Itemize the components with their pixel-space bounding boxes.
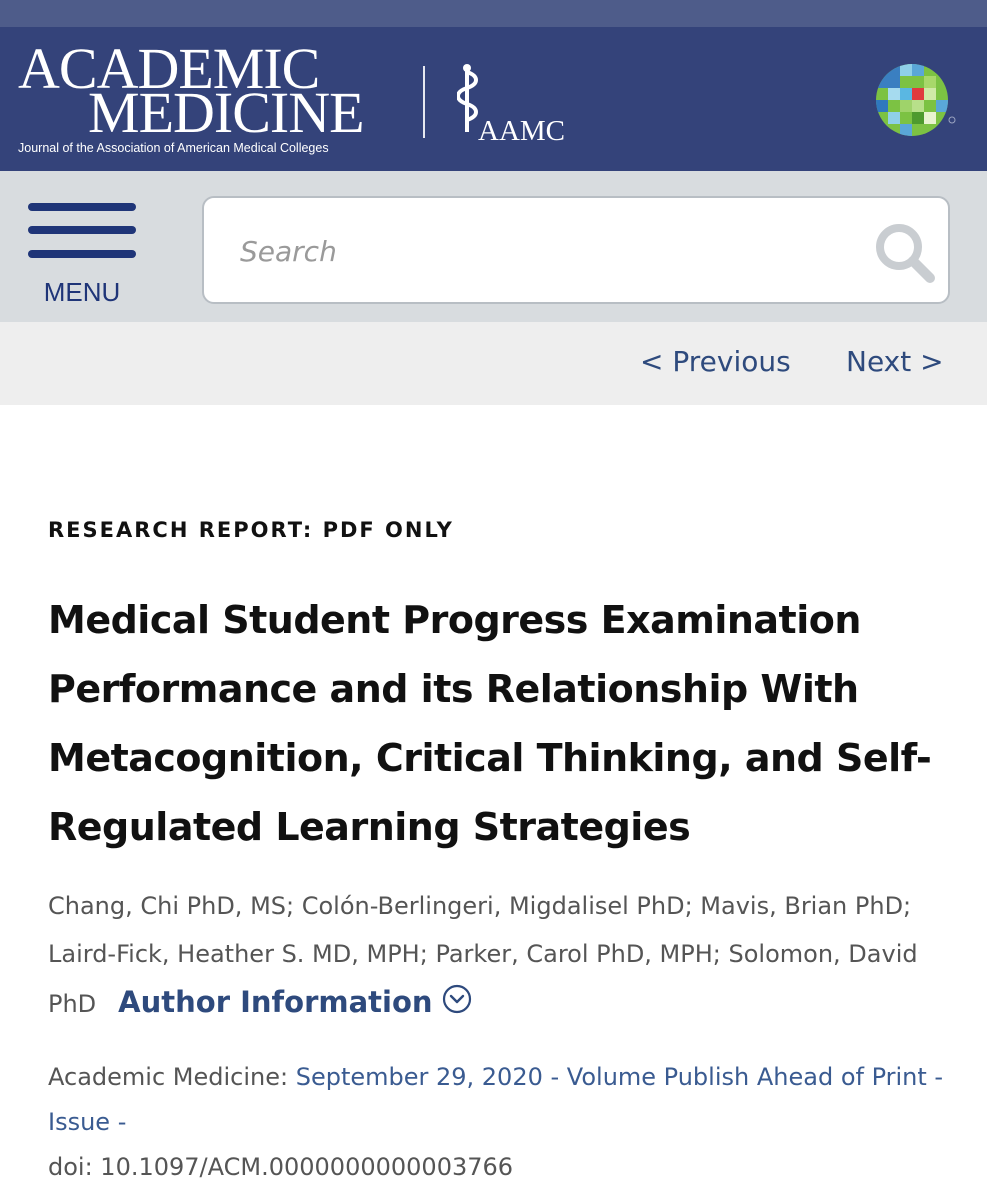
- logo-divider: [423, 66, 425, 138]
- wolters-kluwer-icon[interactable]: [876, 64, 956, 140]
- next-article-link[interactable]: Next >: [846, 345, 944, 378]
- citation-block: [48, 1055, 948, 1190]
- article-nav-bar: [0, 322, 987, 405]
- chevron-down-circle-icon: [441, 983, 473, 1015]
- author-list: [48, 882, 948, 1028]
- article-title: Medical Student Progress Examination Performance and its Relationship With Metacognition, Critical Thinking, and Self-Regulated Learning Strategies: [48, 598, 932, 849]
- journal-logo-line1[interactable]: ACADEMIC: [18, 36, 320, 101]
- author-information-toggle[interactable]: [118, 985, 472, 1019]
- previous-article-link[interactable]: < Previous: [640, 345, 791, 378]
- authors-text: Chang, Chi PhD, MS; Colón-Berlingeri, Migdalisel PhD; Mavis, Brian PhD; Laird-Fick, Heather S. MD, MPH; Parker, Carol PhD, MPH; Solomon, David PhD: [48, 892, 918, 1018]
- issue-link[interactable]: September 29, 2020 - Volume Publish Ahead of Print - Issue -: [48, 1063, 944, 1136]
- status-strip: [0, 0, 987, 27]
- hamburger-icon-line: [28, 203, 136, 211]
- search-input[interactable]: [238, 224, 842, 278]
- journal-logo-subtitle: Journal of the Association of American Medical Colleges: [18, 141, 329, 155]
- search-icon[interactable]: [874, 222, 936, 284]
- hamburger-icon-line: [28, 226, 136, 234]
- article-type-label: RESEARCH REPORT: PDF ONLY: [48, 518, 454, 542]
- menu-button[interactable]: [20, 195, 144, 310]
- hamburger-icon-line: [28, 250, 136, 258]
- author-information-label: Author Information: [118, 985, 433, 1019]
- menu-label: MENU: [43, 277, 121, 307]
- search-box[interactable]: [202, 196, 950, 304]
- aamc-logo-text[interactable]: AAMC: [478, 115, 566, 147]
- doi-text: doi: 10.1097/ACM.0000000000003766: [48, 1153, 514, 1181]
- journal-name: Academic Medicine:: [48, 1063, 296, 1091]
- journal-logo-line2[interactable]: MEDICINE: [88, 80, 364, 145]
